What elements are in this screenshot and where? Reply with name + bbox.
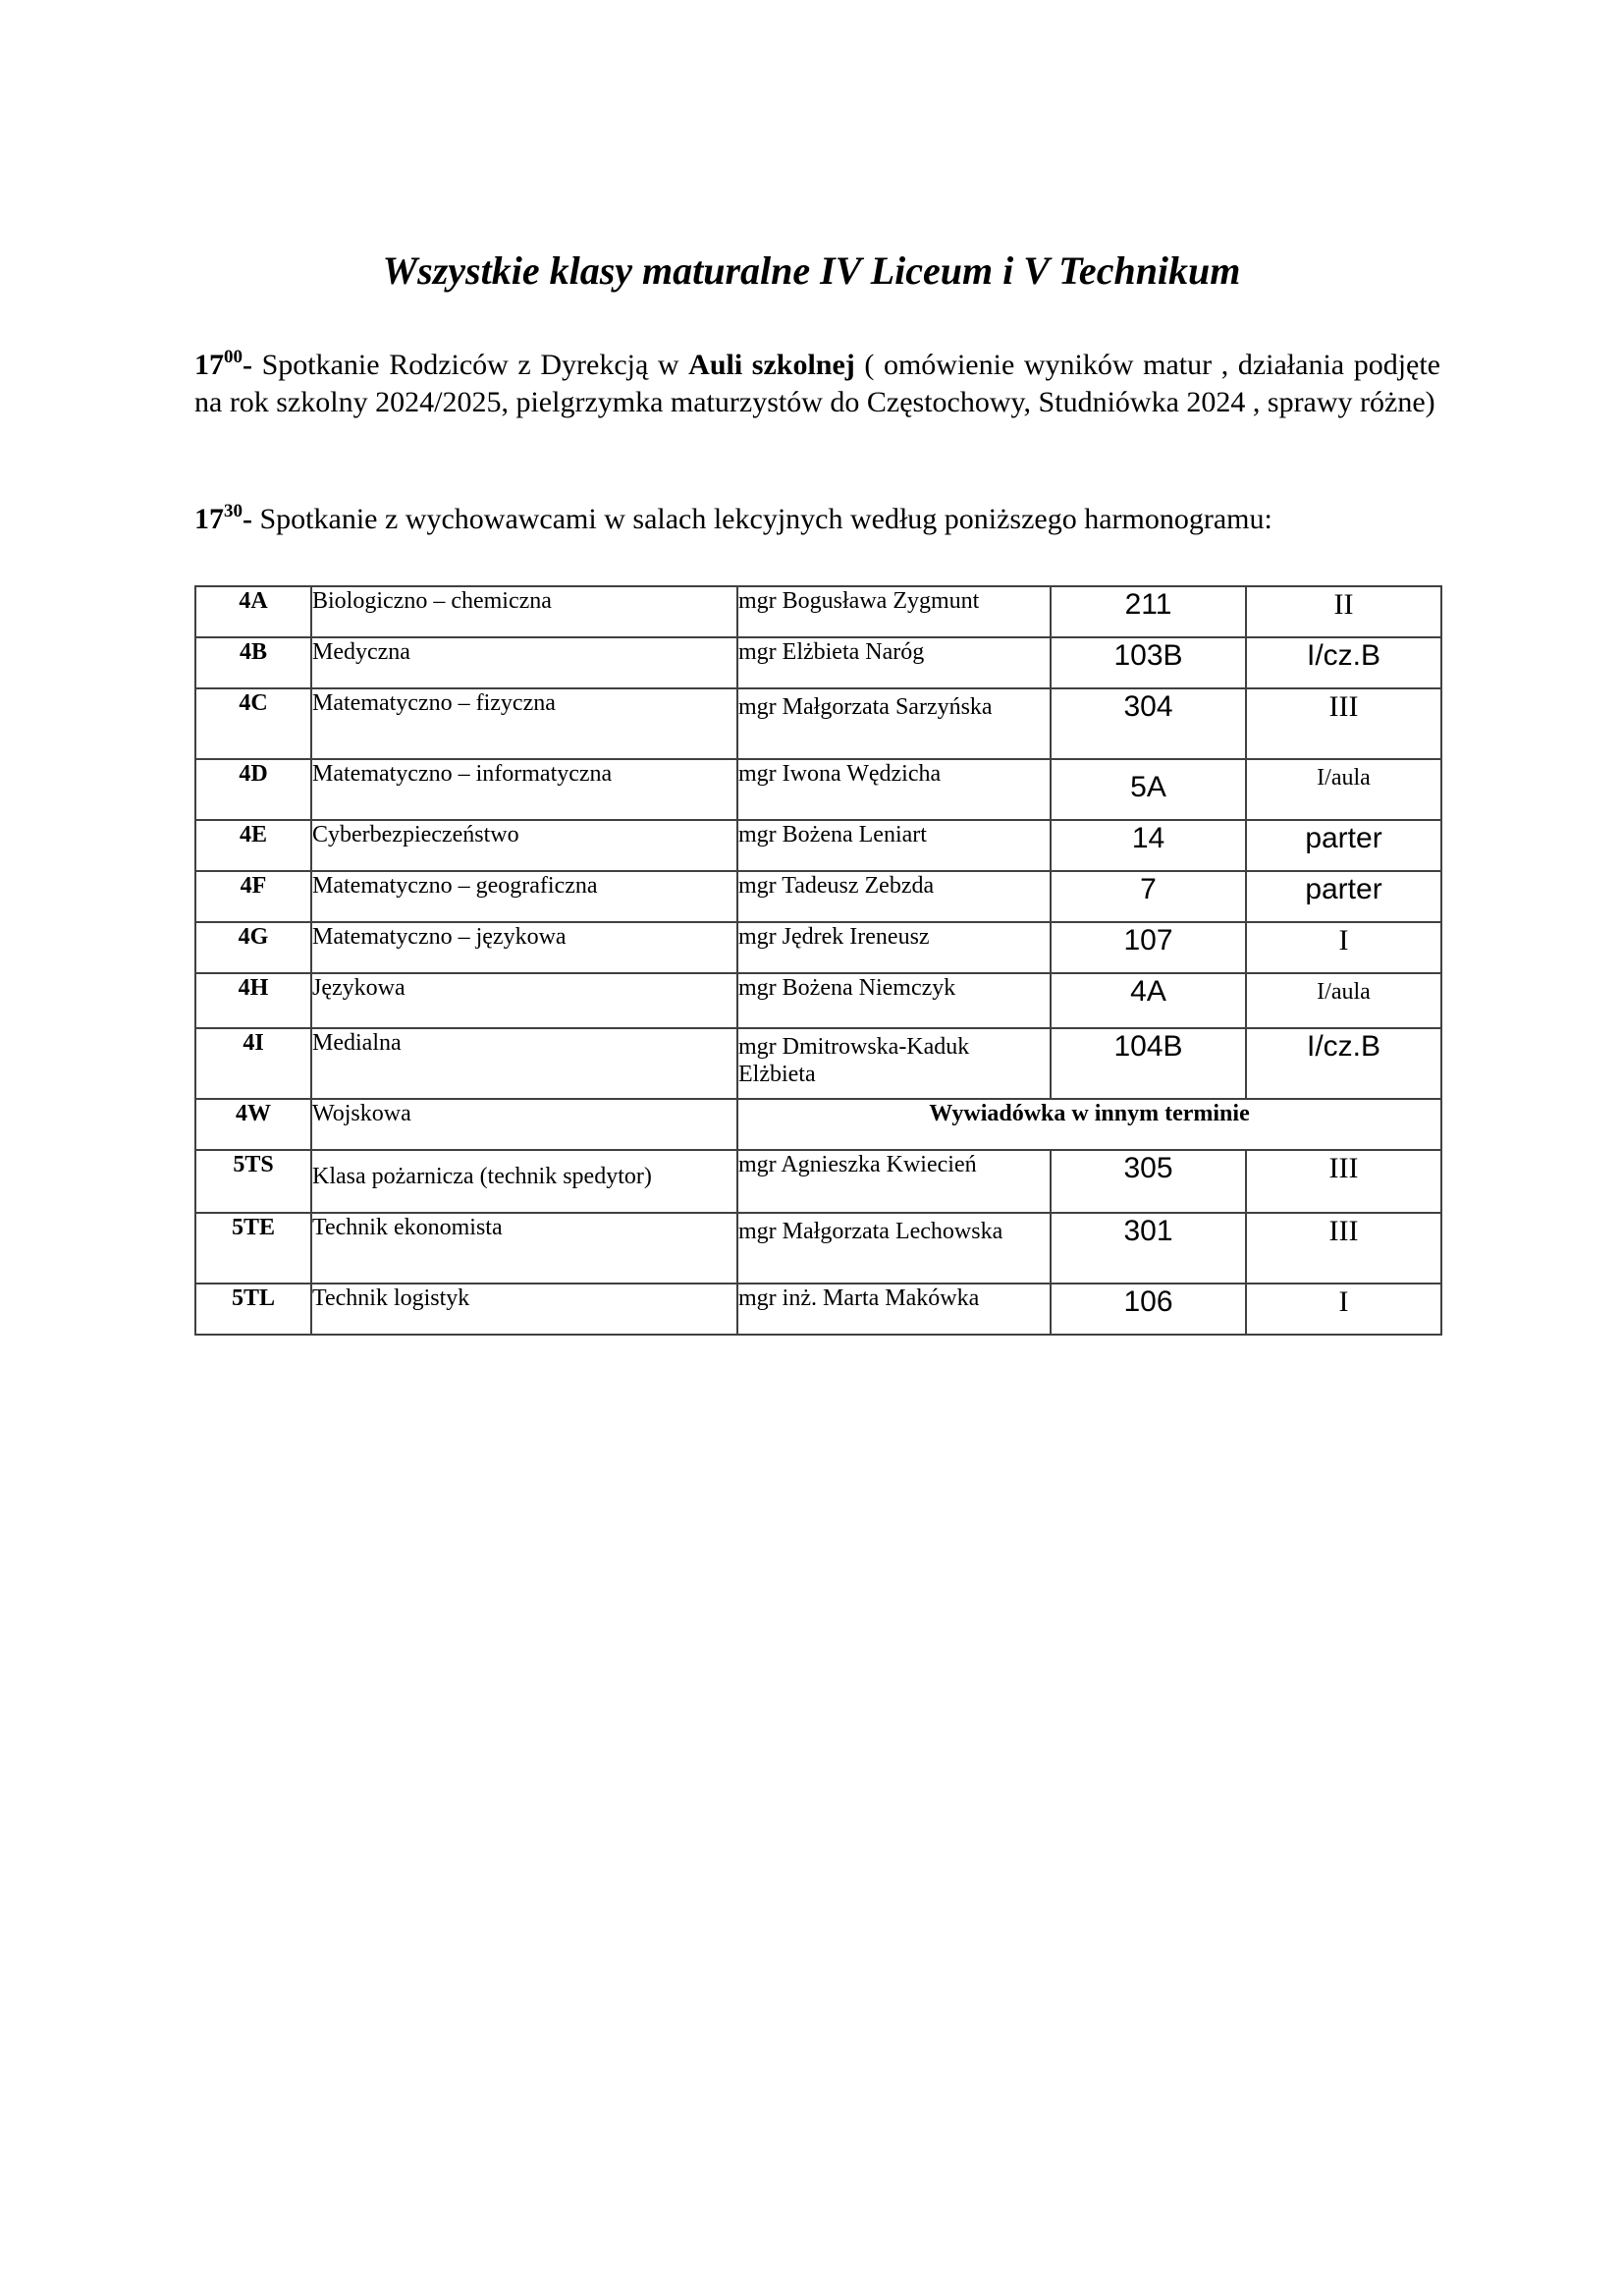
teacher-cell: mgr Małgorzata Sarzyńska	[737, 688, 1051, 759]
profile-cell: Wojskowa	[311, 1099, 737, 1150]
class-cell: 4F	[195, 871, 311, 922]
table-row	[195, 1150, 1441, 1213]
table-row	[195, 759, 1441, 820]
floor-cell: I/aula	[1246, 973, 1441, 1028]
floor-cell: II	[1246, 586, 1441, 637]
class-cell: 4H	[195, 973, 311, 1028]
class-cell: 5TL	[195, 1284, 311, 1335]
table-row	[195, 688, 1441, 759]
schedule-note-cell: Wywiadówka w innym terminie	[737, 1099, 1441, 1150]
room-cell: 104B	[1051, 1028, 1246, 1099]
teacher-cell: mgr Agnieszka Kwiecień	[737, 1150, 1051, 1213]
teacher-meeting-paragraph	[194, 501, 1440, 538]
room-cell: 106	[1051, 1284, 1246, 1335]
room-cell: 7	[1051, 871, 1246, 922]
room-cell: 305	[1051, 1150, 1246, 1213]
floor-cell: III	[1246, 1150, 1441, 1213]
teacher-cell: mgr inż. Marta Makówka	[737, 1284, 1051, 1335]
time-dash: -	[243, 349, 252, 381]
time-dash: -	[243, 503, 252, 535]
room-cell: 107	[1051, 922, 1246, 973]
floor-cell: III	[1246, 1213, 1441, 1284]
floor-cell: I/aula	[1246, 759, 1441, 820]
teacher-cell: mgr Elżbieta Naróg	[737, 637, 1051, 688]
class-cell: 4E	[195, 820, 311, 871]
teacher-cell: mgr Bożena Leniart	[737, 820, 1051, 871]
table-row	[195, 637, 1441, 688]
time-hour: 17	[194, 503, 224, 535]
profile-cell: Medyczna	[311, 637, 737, 688]
class-cell: 4D	[195, 759, 311, 820]
teacher-cell: mgr Iwona Wędzicha	[737, 759, 1051, 820]
profile-cell: Matematyczno – fizyczna	[311, 688, 737, 759]
table-row	[195, 586, 1441, 637]
time-minutes: 00	[224, 347, 243, 367]
room-cell: 4A	[1051, 973, 1246, 1028]
teacher-cell: mgr Jędrek Ireneusz	[737, 922, 1051, 973]
time-minutes: 30	[224, 501, 243, 521]
class-cell: 4I	[195, 1028, 311, 1099]
meeting-time-1700	[194, 349, 252, 381]
floor-cell: parter	[1246, 871, 1441, 922]
room-cell: 14	[1051, 820, 1246, 871]
room-cell: 304	[1051, 688, 1246, 759]
floor-cell: I/cz.B	[1246, 1028, 1441, 1099]
room-cell: 103B	[1051, 637, 1246, 688]
profile-cell: Matematyczno – językowa	[311, 922, 737, 973]
profile-cell: Klasa pożarnicza (technik spedytor)	[311, 1150, 737, 1213]
table-row	[195, 1284, 1441, 1335]
meeting-time-1730	[194, 503, 252, 535]
room-cell: 211	[1051, 586, 1246, 637]
class-cell: 4G	[195, 922, 311, 973]
table-row	[195, 922, 1441, 973]
floor-cell: parter	[1246, 820, 1441, 871]
intro-text-after: ( omówienie wyników matur , działania podjęte na rok szkolny 2024/2025, pielgrzymka maturzystów do Częstochowy, Studniówka 2024 , sprawy różne)	[194, 349, 1440, 418]
room-cell: 301	[1051, 1213, 1246, 1284]
profile-cell: Medialna	[311, 1028, 737, 1099]
profile-cell: Cyberbezpieczeństwo	[311, 820, 737, 871]
class-cell: 4W	[195, 1099, 311, 1150]
document-title: Wszystkie klasy maturalne IV Liceum i V Technikum	[382, 248, 1241, 293]
class-cell: 4B	[195, 637, 311, 688]
meeting-place: Auli szkolnej	[688, 349, 855, 381]
table-row	[195, 871, 1441, 922]
floor-cell: III	[1246, 688, 1441, 759]
profile-cell: Językowa	[311, 973, 737, 1028]
table-row	[195, 973, 1441, 1028]
intro-text-before: Spotkanie Rodziców z Dyrekcją w	[252, 349, 689, 381]
class-cell: 4A	[195, 586, 311, 637]
class-cell: 5TE	[195, 1213, 311, 1284]
floor-cell: I/cz.B	[1246, 637, 1441, 688]
profile-cell: Matematyczno – geograficzna	[311, 871, 737, 922]
teacher-cell: mgr Bogusława Zygmunt	[737, 586, 1051, 637]
floor-cell: I	[1246, 922, 1441, 973]
floor-cell: I	[1246, 1284, 1441, 1335]
meeting-text: Spotkanie z wychowawcami w salach lekcyjnych według poniższego harmonogramu:	[252, 503, 1272, 535]
meeting-intro-paragraph	[194, 347, 1440, 421]
profile-cell: Technik ekonomista	[311, 1213, 737, 1284]
class-cell: 5TS	[195, 1150, 311, 1213]
table-row	[195, 1099, 1441, 1150]
teacher-cell: mgr Małgorzata Lechowska	[737, 1213, 1051, 1284]
profile-cell: Technik logistyk	[311, 1284, 737, 1335]
table-row	[195, 1213, 1441, 1284]
profile-cell: Matematyczno – informatyczna	[311, 759, 737, 820]
class-cell: 4C	[195, 688, 311, 759]
time-hour: 17	[194, 349, 224, 381]
teacher-cell: mgr Bożena Niemczyk	[737, 973, 1051, 1028]
schedule-table	[194, 585, 1442, 1336]
table-row	[195, 820, 1441, 871]
room-cell: 5A	[1051, 759, 1246, 820]
teacher-cell: mgr Tadeusz Zebzda	[737, 871, 1051, 922]
teacher-cell: mgr Dmitrowska-Kaduk Elżbieta	[737, 1028, 1051, 1099]
table-row	[195, 1028, 1441, 1099]
profile-cell: Biologiczno – chemiczna	[311, 586, 737, 637]
